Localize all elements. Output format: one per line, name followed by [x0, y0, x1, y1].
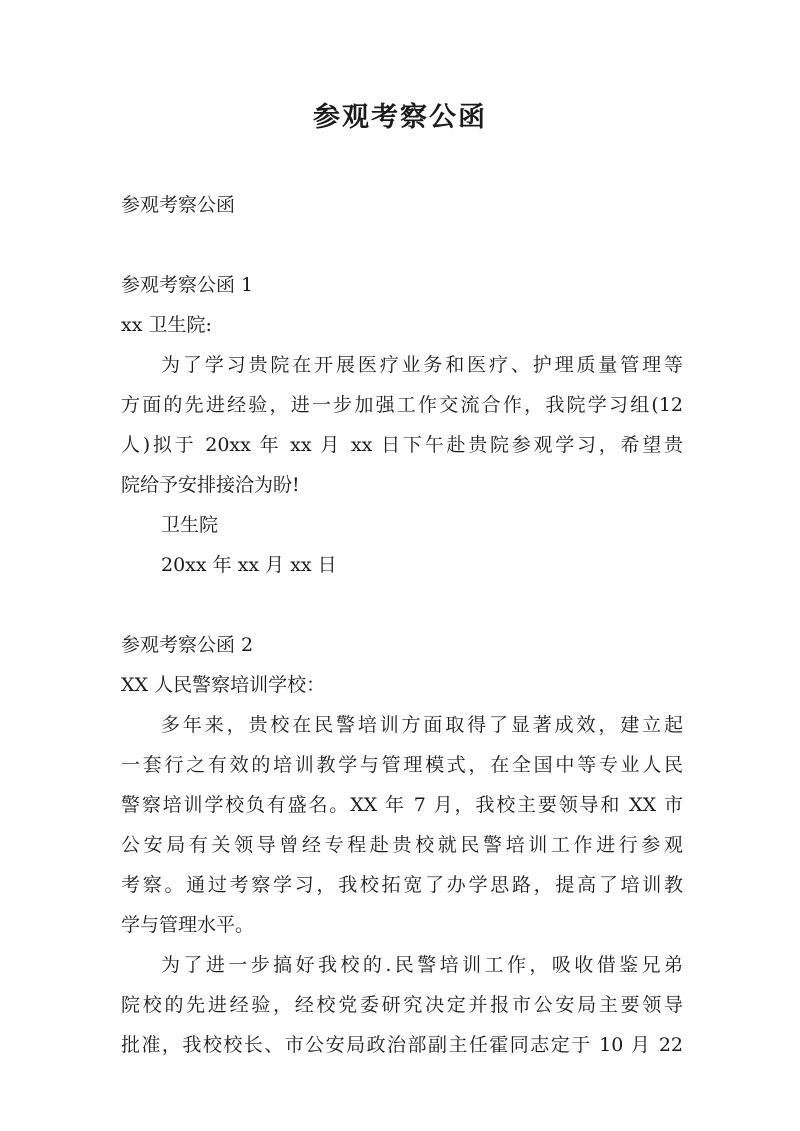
- letter2-para1-line: 学与管理水平。: [121, 914, 255, 936]
- letter1-body-line: 为了学习贵院在开展医疗业务和医疗、护理质量管理等: [161, 354, 683, 376]
- letter2-heading: 参观考察公函 2: [121, 634, 254, 656]
- letter2-para1-line: 公安局有关领导曾经专程赴贵校就民警培训工作进行参观: [121, 834, 683, 856]
- letter2-para2-line: 为了进一步搞好我校的.民警培训工作，吸收借鉴兄弟: [161, 954, 683, 976]
- letter2-para2-line: 批准，我校校长、市公安局政治部副主任霍同志定于 10 月 22: [121, 1034, 683, 1056]
- letter2-para1-line: 多年来，贵校在民警培训方面取得了显著成效，建立起: [161, 714, 683, 736]
- letter2-salutation: XX 人民警察培训学校：: [121, 674, 326, 696]
- document-body: [121, 185, 683, 1065]
- blank-line: [121, 225, 683, 265]
- letter1-body-line: 人)拟于 20xx 年 xx 月 xx 日下午赴贵院参观学习，希望贵: [121, 434, 683, 456]
- letter1-signature: 卫生院: [161, 514, 219, 536]
- letter2-para2-line: 院校的先进经验，经校党委研究决定并报市公安局主要领导: [121, 994, 683, 1016]
- letter1-date: 20xx 年 xx 月 xx 日: [161, 554, 337, 576]
- letter1-salutation: xx 卫生院:: [121, 314, 212, 336]
- document-title: 参观考察公函: [313, 102, 487, 133]
- letter2-para1-line: 警察培训学校负有盛名。XX 年 7 月，我校主要领导和 XX 市: [121, 794, 683, 816]
- intro-line: 参观考察公函: [121, 194, 236, 216]
- letter2-para1-line: 一套行之有效的培训教学与管理模式，在全国中等专业人民: [121, 754, 683, 776]
- letter2-para1-line: 考察。通过考察学习，我校拓宽了办学思路，提高了培训教: [121, 874, 683, 896]
- letter1-heading: 参观考察公函 1: [121, 274, 254, 296]
- letter1-body-line: 院给予安排接洽为盼!: [121, 474, 300, 496]
- letter1-body-line: 方面的先进经验，进一步加强工作交流合作，我院学习组(12: [121, 394, 683, 416]
- blank-line: [121, 585, 683, 625]
